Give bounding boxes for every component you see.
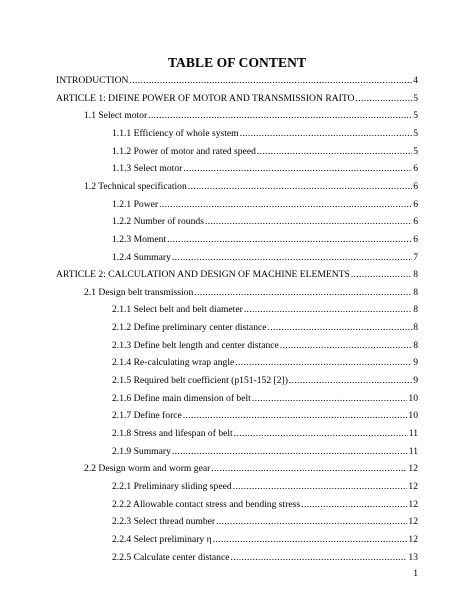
page-title: TABLE OF CONTENT bbox=[167, 55, 307, 70]
toc-entry[interactable] bbox=[56, 93, 418, 105]
toc-entry[interactable] bbox=[112, 340, 418, 352]
toc-entry[interactable] bbox=[112, 375, 418, 387]
toc-entry-page: 6 bbox=[413, 163, 418, 175]
toc-entry-page: 7 bbox=[413, 251, 418, 263]
toc-entry[interactable] bbox=[112, 234, 418, 246]
dot-leader bbox=[183, 410, 408, 422]
toc-entry-label: 2.1.8 Stress and lifespan of belt bbox=[112, 428, 233, 439]
dot-leader bbox=[148, 110, 412, 122]
toc-entry-label: 2.1.2 Define preliminary center distance bbox=[112, 322, 267, 334]
toc-entry-label: 1.2 Technical specification bbox=[84, 180, 187, 192]
dot-leader bbox=[234, 428, 408, 440]
toc-entry[interactable] bbox=[112, 216, 418, 228]
toc-entry-label: 2.1.5 Required belt coefficient (p151-152 [2]) bbox=[112, 375, 288, 387]
toc-entry[interactable] bbox=[84, 463, 418, 475]
toc-entry-label: 2.1 Design belt transmission bbox=[84, 286, 194, 298]
toc-entry-page: 10 bbox=[408, 392, 418, 404]
dot-leader bbox=[183, 163, 412, 175]
toc-entry[interactable] bbox=[112, 428, 418, 440]
dot-leader bbox=[355, 93, 412, 105]
toc-entry-page: 6 bbox=[413, 216, 418, 228]
toc-entry-label: 2.2.4 Select preliminary η bbox=[112, 533, 212, 545]
toc-entry-page: 10 bbox=[408, 410, 418, 422]
dot-leader bbox=[194, 287, 412, 299]
dot-leader bbox=[129, 75, 412, 87]
toc-entry[interactable] bbox=[112, 322, 418, 334]
toc-entry-page: 5 bbox=[413, 92, 418, 104]
dot-leader bbox=[289, 375, 412, 387]
toc-entry[interactable] bbox=[112, 163, 418, 175]
toc-entry[interactable] bbox=[84, 181, 418, 193]
toc-entry[interactable] bbox=[112, 252, 418, 264]
toc-entry-page: 6 bbox=[413, 233, 418, 245]
toc-entry[interactable] bbox=[112, 146, 418, 158]
toc-entry-label: 1.2.1 Power bbox=[112, 198, 159, 210]
toc-entry-page: 9 bbox=[413, 357, 418, 369]
toc-entry[interactable] bbox=[112, 481, 418, 493]
toc-entry[interactable] bbox=[112, 393, 418, 405]
toc-entry-label: 2.1.1 Select belt and belt diameter bbox=[112, 304, 243, 316]
toc-entry-page: 8 bbox=[413, 304, 418, 316]
toc-entry-page: 5 bbox=[413, 145, 418, 157]
toc-entry-label: 1.1 Select motor bbox=[84, 110, 148, 122]
toc-entry-page: 9 bbox=[413, 375, 418, 387]
page-number: 1 bbox=[413, 568, 418, 579]
toc-entry-page: 11 bbox=[408, 445, 418, 457]
toc-entry[interactable] bbox=[112, 552, 418, 564]
toc-entry-page: 11 bbox=[408, 428, 418, 439]
dot-leader bbox=[252, 393, 408, 405]
toc-entry[interactable] bbox=[112, 499, 418, 511]
toc-entry-label: 2.1.6 Define main dimension of belt bbox=[112, 392, 251, 404]
toc-entry-page: 6 bbox=[413, 198, 418, 210]
dot-leader bbox=[280, 340, 412, 352]
dot-leader bbox=[233, 481, 408, 493]
dot-leader bbox=[211, 463, 407, 475]
toc-entry-label: INTRODUCTION bbox=[56, 75, 129, 86]
toc-entry-page: 8 bbox=[413, 339, 418, 351]
toc-entry[interactable] bbox=[56, 75, 418, 87]
toc-entry-page: 8 bbox=[413, 269, 418, 281]
toc-entry-page: 12 bbox=[408, 463, 418, 475]
toc-entry-label: 2.2.1 Preliminary sliding speed bbox=[112, 480, 232, 492]
dot-leader bbox=[240, 128, 413, 140]
toc-entry[interactable] bbox=[112, 128, 418, 140]
dot-leader bbox=[257, 146, 412, 158]
toc-entry-label: 2.2.5 Calculate center distance bbox=[112, 551, 230, 563]
toc-entry-label: 1.1.2 Power of motor and rated speed bbox=[112, 145, 256, 157]
toc-entry-label: 1.1.3 Select motor bbox=[112, 163, 183, 175]
toc-entry-label: 2.1.9 Summary bbox=[112, 445, 171, 457]
toc-entry-label: 1.1.1 Efficiency of whole system bbox=[112, 127, 239, 139]
toc-entry[interactable] bbox=[112, 304, 418, 316]
toc-entry[interactable] bbox=[112, 357, 418, 369]
toc-entry[interactable] bbox=[84, 287, 418, 299]
toc-entry-label: 2.2.2 Allowable contact stress and bending stress bbox=[112, 498, 301, 510]
dot-leader bbox=[235, 357, 412, 369]
toc-entry-label: 1.2.4 Summary bbox=[112, 251, 171, 263]
toc-entry-page: 12 bbox=[408, 480, 418, 492]
toc-entry-label: 2.1.3 Define belt length and center distance bbox=[112, 339, 279, 351]
dot-leader bbox=[205, 216, 412, 228]
dot-leader bbox=[351, 269, 412, 281]
toc-entry-label: 2.2 Design worm and worm gear bbox=[84, 463, 211, 475]
toc-entry-page: 8 bbox=[413, 322, 418, 334]
toc-entry-label: 1.2.2 Number of rounds bbox=[112, 216, 204, 228]
toc-entry-label: 2.1.7 Define force bbox=[112, 410, 182, 422]
toc-entry[interactable] bbox=[112, 410, 418, 422]
toc-entry-page: 5 bbox=[413, 110, 418, 122]
toc-entry-page: 6 bbox=[413, 180, 418, 192]
toc-entry-label: 2.2.3 Select thread number bbox=[112, 516, 216, 528]
toc-entry-label: ARTICLE 1: DIFINE POWER OF MOTOR AND TRANSMISSION RAITO bbox=[56, 92, 355, 104]
toc-entry-page: 12 bbox=[408, 516, 418, 528]
dot-leader bbox=[188, 181, 412, 193]
dot-leader bbox=[213, 534, 408, 546]
toc-entry[interactable] bbox=[112, 199, 418, 211]
dot-leader bbox=[268, 322, 413, 334]
toc-entry-label: 1.2.3 Moment bbox=[112, 233, 167, 245]
toc-entry-page: 13 bbox=[408, 551, 418, 563]
toc-entry-page: 12 bbox=[408, 498, 418, 510]
toc-entry-page: 8 bbox=[413, 286, 418, 298]
dot-leader bbox=[216, 516, 407, 528]
toc-entry[interactable] bbox=[112, 534, 418, 546]
toc-entry-page: 5 bbox=[413, 127, 418, 139]
dot-leader bbox=[230, 552, 407, 564]
toc-entry-label: ARTICLE 2: CALCULATION AND DESIGN OF MACHINE ELEMENTS bbox=[56, 269, 350, 281]
toc-entry-page: 4 bbox=[413, 75, 418, 86]
dot-leader bbox=[244, 304, 412, 316]
dot-leader bbox=[301, 499, 407, 511]
dot-leader bbox=[159, 199, 412, 211]
dot-leader bbox=[167, 234, 412, 246]
dot-leader bbox=[172, 446, 408, 458]
toc-entry-label: 2.1.4 Re-calculating wrap angle bbox=[112, 357, 235, 369]
toc-entry[interactable] bbox=[84, 110, 418, 122]
toc-entry[interactable] bbox=[112, 446, 418, 458]
dot-leader bbox=[172, 252, 412, 264]
toc-entry[interactable] bbox=[56, 269, 418, 281]
toc-entry[interactable] bbox=[112, 516, 418, 528]
toc-entry-page: 12 bbox=[408, 533, 418, 545]
